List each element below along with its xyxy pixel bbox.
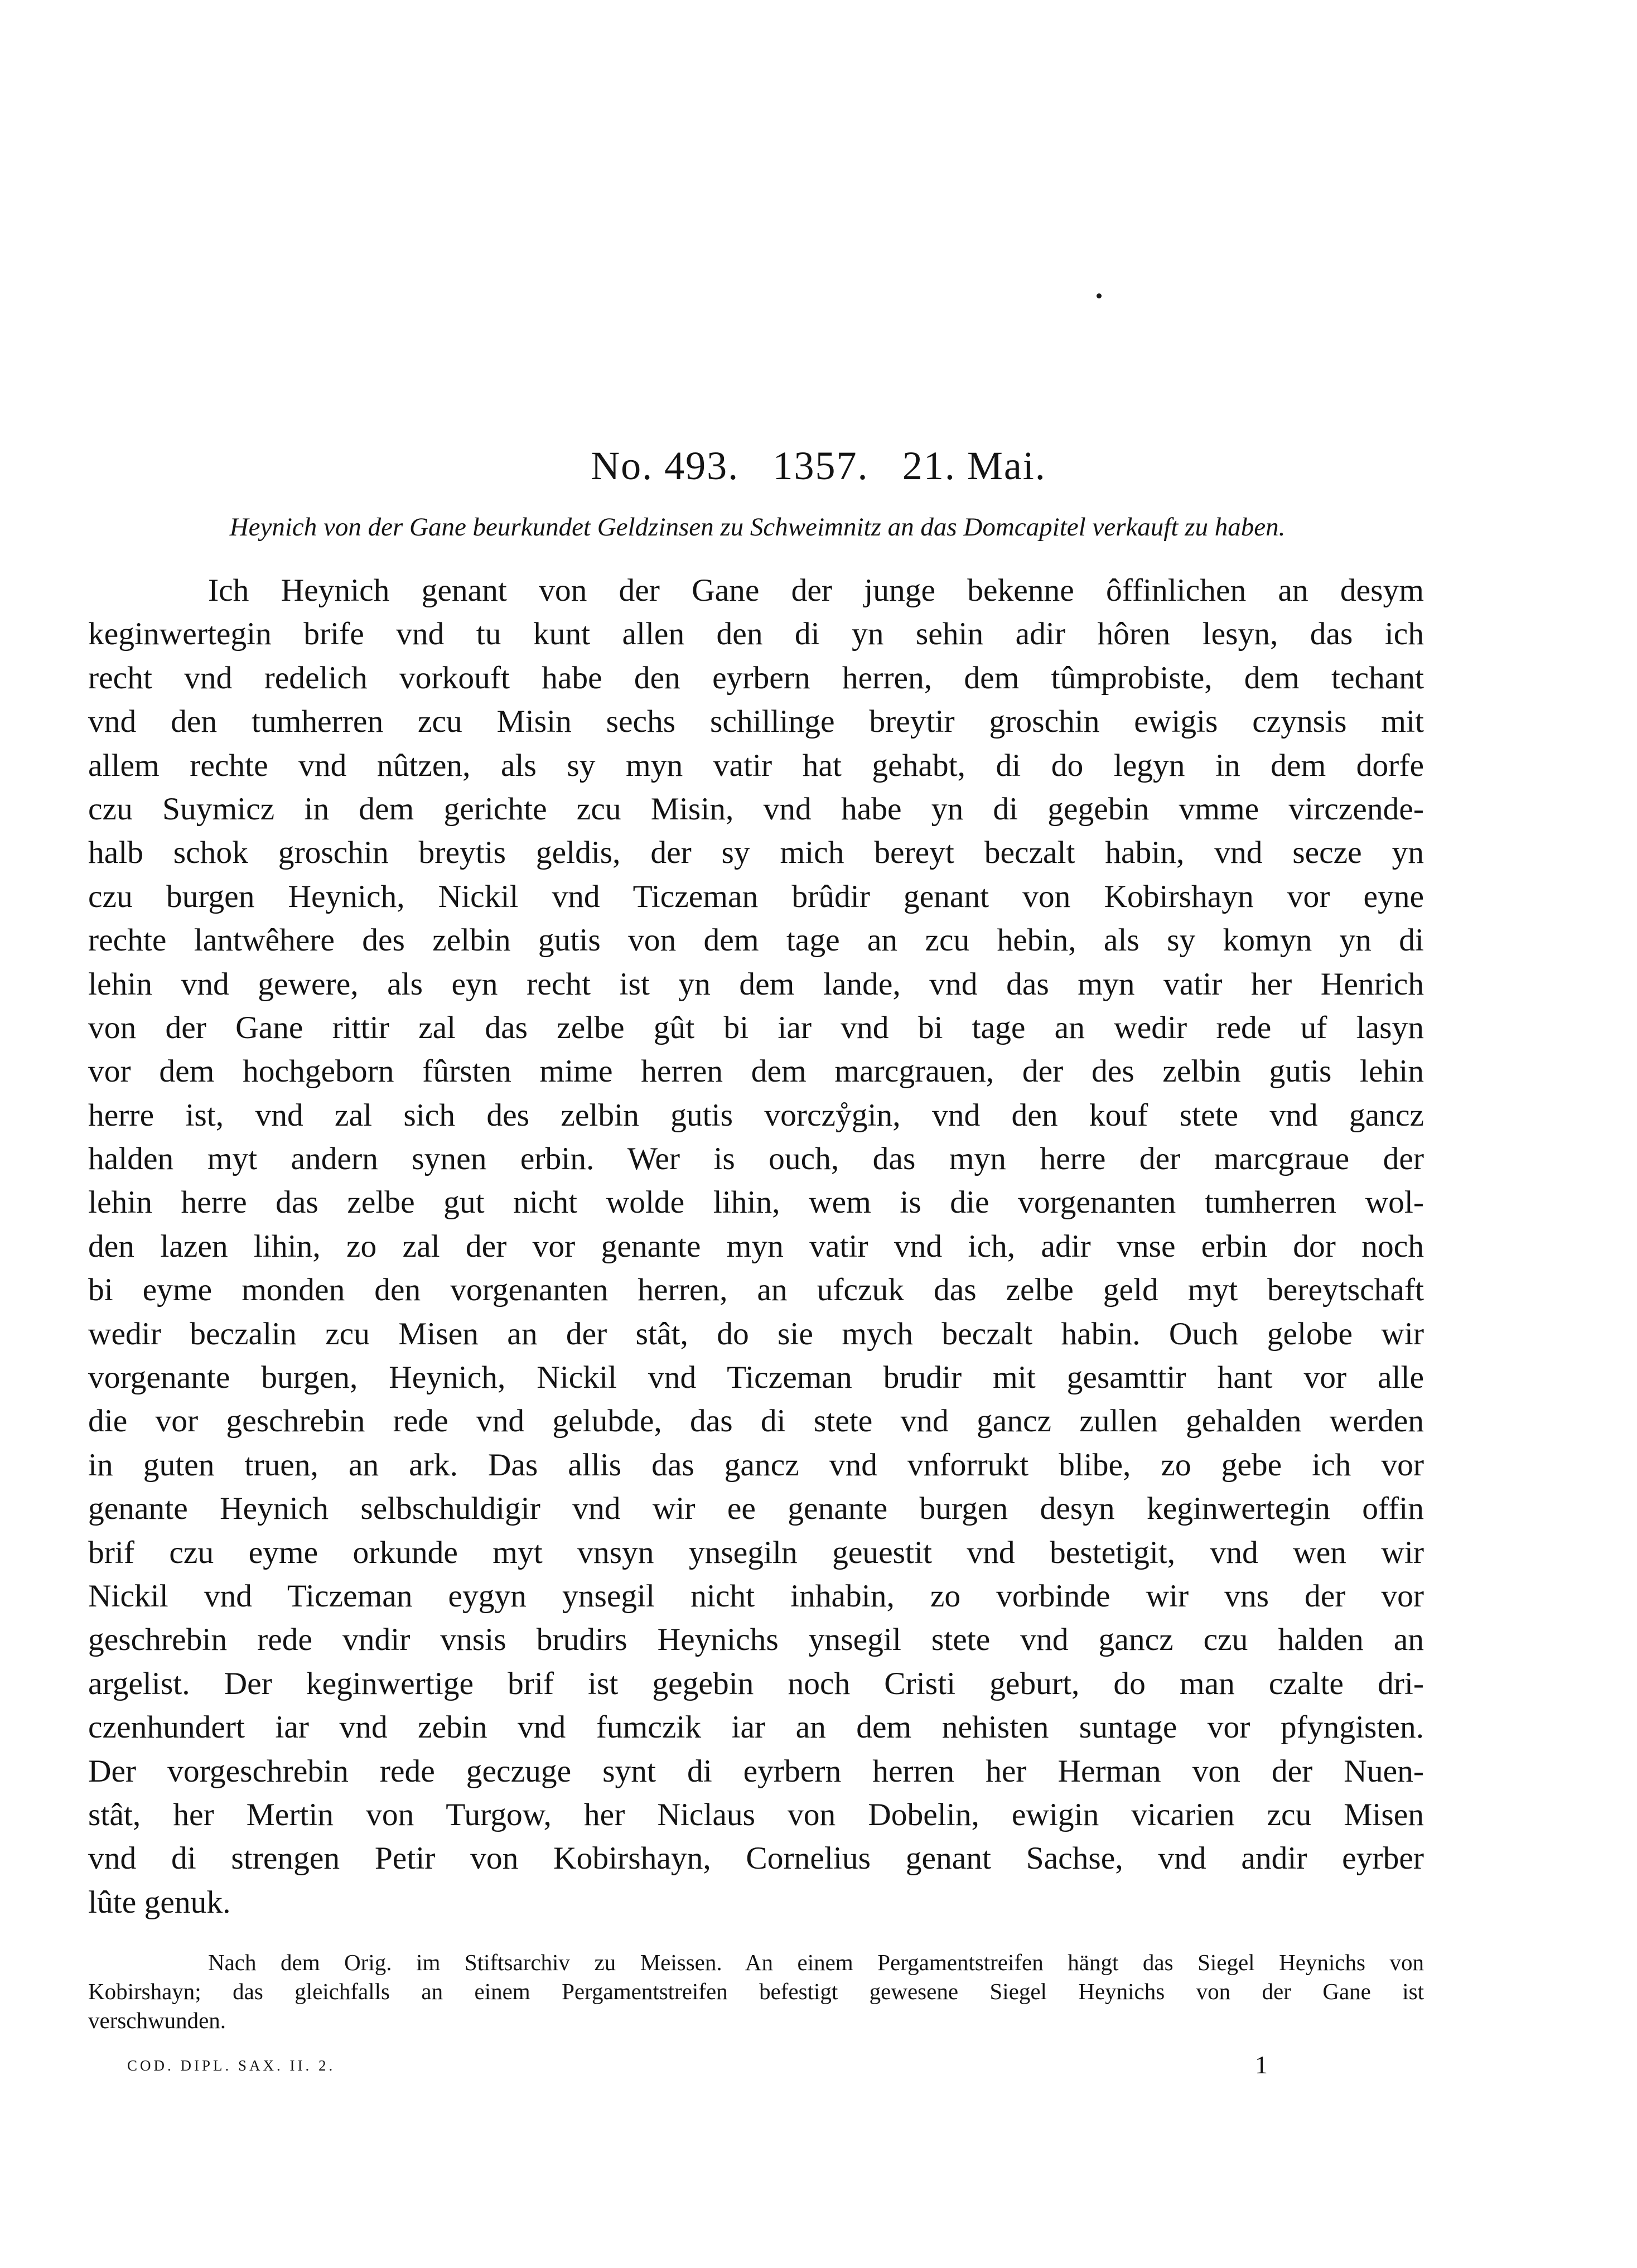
text-line: herre ist, vnd zal sich des zelbin gutis vorczẙgin, vnd den kouf stete vnd gancz xyxy=(88,1097,1424,1133)
text-line: halden myt andern synen erbin. Wer is ouch, das myn herre der marcgraue der xyxy=(88,1141,1424,1177)
text-line: wedir beczalin zcu Misen an der stât, do sie mych beczalt habin. Ouch gelobe wir xyxy=(88,1316,1424,1352)
note-line: Nach dem Orig. im Stiftsarchiv zu Meissen. An einem Pergamentstreifen hängt das Siegel Heynichs von xyxy=(208,1949,1424,1975)
text-line: keginwertegin brife vnd tu kunt allen den di yn sehin adir hôren lesyn, das ich xyxy=(88,616,1424,652)
text-line: czu burgen Heynich, Nickil vnd Ticzeman brûdir genant von Kobirshayn vor eyne xyxy=(88,879,1424,914)
note-line: verschwunden. xyxy=(88,2008,226,2033)
text-line: geschrebin rede vndir vnsis brudirs Heynichs ynsegil stete vnd gancz czu halden an xyxy=(88,1622,1424,1658)
text-line: recht vnd redelich vorkouft habe den eyrbern herren, dem tûmprobiste, dem techant xyxy=(88,660,1424,696)
ink-dot xyxy=(1097,293,1102,298)
text-line: lehin herre das zelbe gut nicht wolde lihin, wem is die vorgenanten tumherren wol- xyxy=(88,1185,1424,1220)
page-number: 1 xyxy=(1255,2050,1268,2079)
document-number: No. 493. xyxy=(591,443,740,488)
note-line: Kobirshayn; das gleichfalls an einem Pergamentstreifen befestigt gewesene Siegel Heynichs von der Gane ist xyxy=(88,1979,1424,2004)
text-line: von der Gane rittir zal das zelbe gût bi iar vnd bi tage an wedir rede uf lasyn xyxy=(88,1010,1424,1045)
text-line: genante Heynich selbschuldigir vnd wir ee genante burgen desyn keginwertegin offin xyxy=(88,1491,1424,1527)
text-line: die vor geschrebin rede vnd gelubde, das di stete vnd gancz zullen gehalden werden xyxy=(88,1403,1424,1439)
text-line: halb schok groschin breytis geldis, der sy mich bereyt beczalt habin, vnd secze yn xyxy=(88,835,1424,871)
text-line: argelist. Der keginwertige brif ist gegebin noch Cristi geburt, do man czalte dri- xyxy=(88,1666,1424,1701)
text-line: allem rechte vnd nûtzen, als sy myn vatir hat gehabt, di do legyn in dem dorfe xyxy=(88,747,1424,783)
text-line: vorgenante burgen, Heynich, Nickil vnd Ticzeman brudir mit gesamttir hant vor alle xyxy=(88,1360,1424,1396)
charter-text xyxy=(88,569,1424,1924)
text-line: vnd di strengen Petir von Kobirshayn, Cornelius genant Sachse, vnd andir eyrber xyxy=(88,1841,1424,1876)
text-line: brif czu eyme orkunde myt vnsyn ynsegiln geuestit vnd bestetigit, vnd wen wir xyxy=(88,1534,1424,1570)
text-line: stât, her Mertin von Turgow, her Niclaus von Dobelin, ewigin vicarien zcu Misen xyxy=(88,1797,1424,1832)
text-line: den lazen lihin, zo zal der vor genante myn vatir vnd ich, adir vnse erbin dor noch xyxy=(88,1228,1424,1264)
text-line: czu Suymicz in dem gerichte zcu Misin, vnd habe yn di gegebin vmme virczende- xyxy=(88,791,1424,827)
text-line: lûte genuk. xyxy=(88,1884,231,1920)
document-date: 21. Mai. xyxy=(902,443,1046,488)
text-line: vor dem hochgeborn fûrsten mime herren dem marcgrauen, der des zelbin gutis lehin xyxy=(88,1054,1424,1089)
document-heading xyxy=(0,435,1637,496)
text-line: Ich Heynich genant von der Gane der junge bekenne ôffinlichen an desym xyxy=(208,573,1424,608)
text-line: bi eyme monden den vorgenanten herren, an ufczuk das zelbe geld myt bereytschaft xyxy=(88,1272,1424,1308)
text-line: in guten truen, an ark. Das allis das gancz vnd vnforrukt blibe, zo gebe ich vor xyxy=(88,1447,1424,1483)
text-line: czenhundert iar vnd zebin vnd fumczik iar an dem nehisten suntage vor pfyngisten. xyxy=(88,1710,1424,1745)
collection-reference: COD. DIPL. SAX. II. 2. xyxy=(127,2057,336,2074)
text-line: rechte lantwêhere des zelbin gutis von dem tage an zcu hebin, als sy komyn yn di xyxy=(88,923,1424,958)
text-line: Der vorgeschrebin rede geczuge synt di eyrbern herren her Herman von der Nuen- xyxy=(88,1753,1424,1789)
text-line: vnd den tumherren zcu Misin sechs schillinge breytir groschin ewigis czynsis mit xyxy=(88,704,1424,740)
text-line: Nickil vnd Ticzeman eygyn ynsegil nicht inhabin, zo vorbinde wir vns der vor xyxy=(88,1578,1424,1614)
document-year: 1357. xyxy=(772,443,869,488)
document-summary: Heynich von der Gane beurkundet Geldzinsen zu Schweimnitz an das Domcapitel verkauft zu haben. xyxy=(229,513,1286,542)
text-line: lehin vnd gewere, als eyn recht ist yn dem lande, vnd das myn vatir her Henrich xyxy=(88,966,1424,1002)
source-note xyxy=(88,1948,1424,2035)
